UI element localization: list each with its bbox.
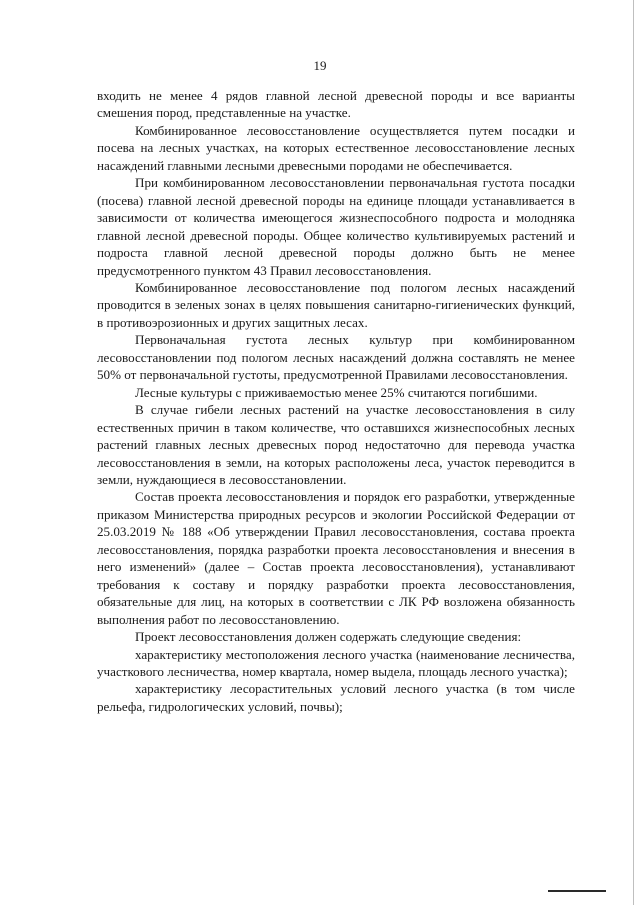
paragraph: Лесные культуры с приживаемостью менее 25% считаются погибшими. [135,384,538,400]
list-paragraph: характеристику местоположения лесного участка (наименование лесничества, участкового лесничества, номер квартала, номер выдела, площадь лесного участка); [97,646,575,679]
paragraph-continuation: входить не менее 4 рядов главной лесной древесной породы и все варианты смешения пород, представленные на участке. [97,88,575,121]
paragraph: Комбинированное лесовосстановление осуществляется путем посадки и посева на лесных участках, на которых естественное лесовосстановление лесных насаждений главными лесными древесными породами не обеспечивается. [97,122,575,173]
paragraph: Комбинированное лесовосстановление под пологом лесных насаждений проводится в зеленых зонах в целях повышения санитарно-гигиенических функций, в противоэрозионных и других защитных лесах. [97,279,575,330]
paragraph: В случае гибели лесных растений на участке лесовосстановления в силу естественных причин в таком количестве, что оставшихся жизнеспособных лесных растений главных лесных древесных пород недостаточно для перевода участка лесовосстановления в земли, на которых расположены леса, участок переводится в земли, нуждающиеся в лесовосстановлении. [97,402,575,487]
scan-edge-line [633,0,634,905]
paragraph: Проект лесовосстановления должен содержать следующие сведения: [135,629,522,645]
paragraph: Первоначальная густота лесных культур при комбинированном лесовосстановлении под пологом лесных насаждений должна составлять не менее 50% от первоначальной густоты, предусмотренной Правилами лесовосстановления. [97,332,575,383]
list-paragraph: характеристику лесорастительных условий лесного участка (в том числе рельефа, гидрологических условий, почвы); [97,681,575,714]
page-number: 19 [313,58,327,73]
paragraph: Состав проекта лесовосстановления и порядок его разработки, утвержденные приказом Министерства природных ресурсов и экологии Российской Федерации от 25.03.2019 № 188 «Об утверждении Правил лесовосстановления, состава проекта лесовосстановления, порядка разработки проекта лесовосстановления и внесения в него изменений» (далее – Состав проекта лесовосстановления), устанавливают требования к составу и порядку разработки проекта лесовосстановления, обязательные для лиц, на которых в соответствии с ЛК РФ возложена обязанность выполнения работ по лесовосстановлению. [97,489,575,627]
footer-rule [548,890,606,892]
paragraph: При комбинированном лесовосстановлении первоначальная густота посадки (посева) главной лесной древесной породы на единице площади устанавливается в зависимости от количества имеющегося жизнеспособного подроста и молодняка главной лесной древесной породы. Общее количество культивируемых растений и подроста главной лесной древесной породы должно быть не менее предусмотренного пунктом 43 Правил лесовосстановления. [97,175,575,278]
document-body [97,87,575,715]
